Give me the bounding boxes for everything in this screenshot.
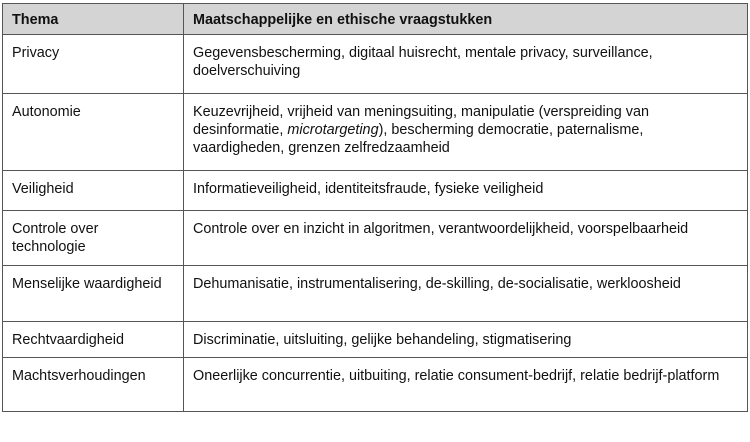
header-issues: Maatschappelijke en ethische vraagstukken [184,4,748,35]
table-row [3,171,748,211]
ethics-table-container [2,3,747,412]
issues-text-part: Keuzevrijheid, vrijheid van meningsuiting, manipulatie (verspreiding van desinformatie, [193,104,649,138]
table-row [3,358,748,412]
issues-cell: Gegevensbescherming, digitaal huisrecht, mentale privacy, surveillance, doelverschuiving [184,35,748,94]
table-row [3,94,748,171]
issues-cell [184,94,748,171]
issues-cell: Dehumanisatie, instrumentalisering, de-skilling, de-socialisatie, werkloosheid [184,266,748,322]
theme-cell: Controle over technologie [3,211,184,266]
table-row [3,266,748,322]
header-theme: Thema [3,4,184,35]
issues-cell: Controle over en inzicht in algoritmen, verantwoordelijkheid, voorspelbaarheid [184,211,748,266]
theme-cell: Veiligheid [3,171,184,211]
theme-cell: Machtsverhoudingen [3,358,184,412]
issues-cell: Discriminatie, uitsluiting, gelijke behandeling, stigmatisering [184,322,748,358]
table-row [3,35,748,94]
table-row [3,322,748,358]
theme-cell: Rechtvaardigheid [3,322,184,358]
theme-cell: Autonomie [3,94,184,171]
table-header-row [3,4,748,35]
issues-cell: Oneerlijke concurrentie, uitbuiting, relatie consument-bedrijf, relatie bedrijf-platform [184,358,748,412]
issues-text-part: ), bescherming democratie, paternalisme, vaardigheden, grenzen zelfredzaamheid [193,122,644,156]
theme-cell: Privacy [3,35,184,94]
issues-cell: Informatieveiligheid, identiteitsfraude, fysieke veiligheid [184,171,748,211]
theme-cell: Menselijke waardigheid [3,266,184,322]
table-row [3,211,748,266]
issues-text-italic: microtargeting [287,122,379,138]
ethics-issues-table [2,3,748,412]
